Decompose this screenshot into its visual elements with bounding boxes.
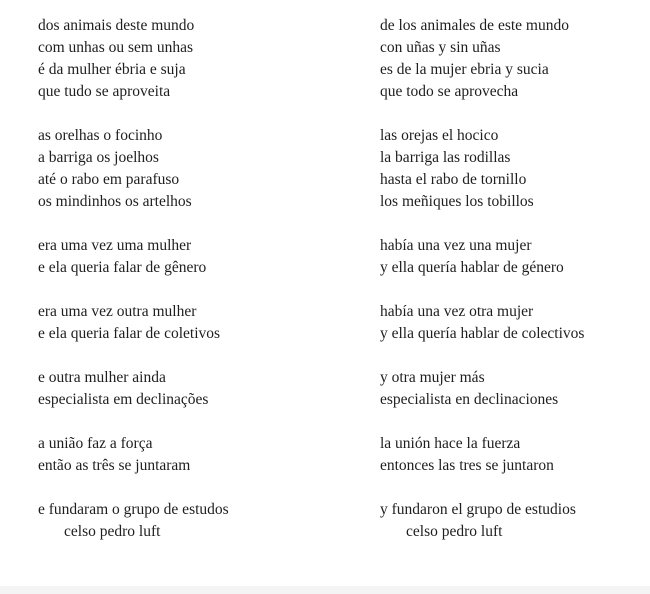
- verse-line: então as três se juntaram: [38, 457, 191, 474]
- verse-line: y ella quería hablar de género: [380, 259, 564, 276]
- verse-line: la unión hace la fuerza: [380, 435, 521, 452]
- verse-line: e outra mulher ainda: [38, 369, 166, 386]
- stanza-4: [380, 301, 645, 345]
- verse-line: é da mulher ébria e suja: [38, 61, 186, 78]
- stanza-1: [38, 15, 338, 103]
- verse-line: dos animais deste mundo: [38, 17, 195, 34]
- verse-line: los meñiques los tobillos: [380, 193, 534, 210]
- portuguese-column: [38, 15, 338, 565]
- verse-line: especialista em declinações: [38, 391, 209, 408]
- verse-line: era uma vez uma mulher: [38, 237, 192, 254]
- verse-line: es de la mujer ebria y sucia: [380, 61, 549, 78]
- verse-line: e ela queria falar de gênero: [38, 259, 207, 276]
- verse-line-indented: celso pedro luft: [406, 523, 503, 540]
- stanza-2: [38, 125, 338, 213]
- verse-line-indented: celso pedro luft: [64, 523, 161, 540]
- verse-line: especialista en declinaciones: [380, 391, 559, 408]
- stanza-5: [38, 367, 338, 411]
- verse-line: entonces las tres se juntaron: [380, 457, 554, 474]
- verse-line: e fundaram o grupo de estudos: [38, 501, 229, 518]
- stanza-5: [380, 367, 645, 411]
- verse-line: de los animales de este mundo: [380, 17, 569, 34]
- verse-line: e ela queria falar de coletivos: [38, 325, 221, 342]
- stanza-4: [38, 301, 338, 345]
- verse-line: que todo se aprovecha: [380, 83, 519, 100]
- verse-line: as orelhas o focinho: [38, 127, 163, 144]
- stanza-6: [38, 433, 338, 477]
- verse-line: era uma vez outra mulher: [38, 303, 197, 320]
- stanza-7: [38, 499, 338, 543]
- page-bottom-edge: [0, 586, 650, 594]
- stanza-1: [380, 15, 645, 103]
- verse-line: com unhas ou sem unhas: [38, 39, 193, 56]
- spanish-column: [380, 15, 645, 565]
- verse-line: até o rabo em parafuso: [38, 171, 180, 188]
- verse-line: había una vez una mujer: [380, 237, 532, 254]
- verse-line: había una vez otra mujer: [380, 303, 534, 320]
- verse-line: os mindinhos os artelhos: [38, 193, 192, 210]
- verse-line: a união faz a força: [38, 435, 153, 452]
- verse-line: hasta el rabo de tornillo: [380, 171, 527, 188]
- verse-line: la barriga las rodillas: [380, 149, 511, 166]
- stanza-7: [380, 499, 645, 543]
- verse-line: y otra mujer más: [380, 369, 485, 386]
- stanza-3: [380, 235, 645, 279]
- verse-line: que tudo se aproveita: [38, 83, 171, 100]
- stanza-3: [38, 235, 338, 279]
- verse-line: a barriga os joelhos: [38, 149, 159, 166]
- verse-line: y fundaron el grupo de estudios: [380, 501, 576, 518]
- stanza-6: [380, 433, 645, 477]
- verse-line: con uñas y sin uñas: [380, 39, 501, 56]
- verse-line: las orejas el hocico: [380, 127, 499, 144]
- stanza-2: [380, 125, 645, 213]
- verse-line: y ella quería hablar de colectivos: [380, 325, 585, 342]
